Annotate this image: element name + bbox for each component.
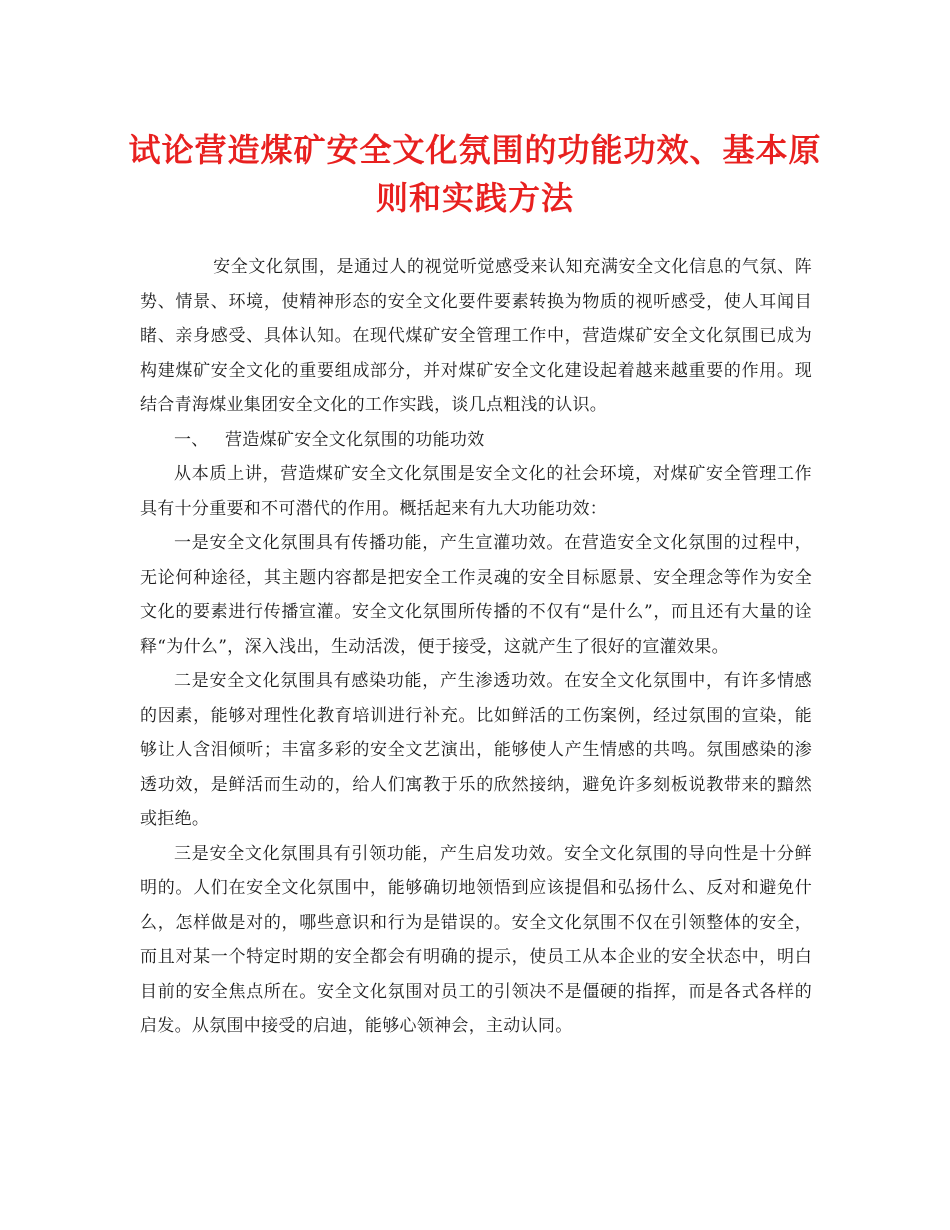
document-body xyxy=(140,250,812,1044)
section-heading xyxy=(140,423,812,458)
section-title: 营造煤矿安全文化氛围的功能功效 xyxy=(225,429,485,450)
section-number: 一、 xyxy=(174,429,209,450)
document-title: 试论营造煤矿安全文化氛围的功能功效、基本原则和实践方法 xyxy=(128,131,822,217)
body-paragraph: 二是安全文化氛围具有感染功能，产生渗透功效。在安全文化氛围中，有许多情感的因素，能够对理性化教育培训进行补充。比如鲜活的工伤案例，经过氛围的宣染，能够让人含泪倾听；丰富多彩的安全文艺演出，能够使人产生情感的共鸣。氛围感染的渗透功效，是鲜活而生动的，给人们寓教于乐的欣然接纳，避免许多刻板说教带来的黯然或拒绝。 xyxy=(140,671,812,829)
body-paragraph: 从本质上讲，营造煤矿安全文化氛围是安全文化的社会环境，对煤矿安全管理工作具有十分重要和不可潜代的作用。概括起来有九大功能功效： xyxy=(140,464,812,519)
body-paragraph: 三是安全文化氛围具有引领功能，产生启发功效。安全文化氛围的导向性是十分鲜明的。人们在安全文化氛围中，能够确切地领悟到应该提倡和弘扬什么、反对和避免什么，怎样做是对的，哪些意识和行为是错误的。安全文化氛围不仅在引领整体的安全，而且对某一个特定时期的安全都会有明确的提示，使员工从本企业的安全状态中，明白目前的安全焦点所在。安全文化氛围对员工的引领决不是僵硬的指挥，而是各式各样的启发。从氛围中接受的启迪，能够心领神会，主动认同。 xyxy=(140,843,812,1036)
body-paragraph: 一是安全文化氛围具有传播功能，产生宣灌功效。在营造安全文化氛围的过程中，无论何种途径，其主题内容都是把安全工作灵魂的安全目标愿景、安全理念等作为安全文化的要素进行传播宣灌。安全文化氛围所传播的不仅有“是什么”，而且还有大量的诠释“为什么”，深入浅出，生动活泼，便于接受，这就产生了很好的宣灌效果。 xyxy=(140,533,812,657)
intro-paragraph: 安全文化氛围，是通过人的视觉听觉感受来认知充满安全文化信息的气氛、阵势、情景、环境，使精神形态的安全文化要件要素转换为物质的视听感受，使人耳闻目睹、亲身感受、具体认知。在现代煤矿安全管理工作中，营造煤矿安全文化氛围已成为构建煤矿安全文化的重要组成部分，并对煤矿安全文化建设起着越来越重要的作用。现结合青海煤业集团安全文化的工作实践，谈几点粗浅的认识。 xyxy=(140,257,812,415)
